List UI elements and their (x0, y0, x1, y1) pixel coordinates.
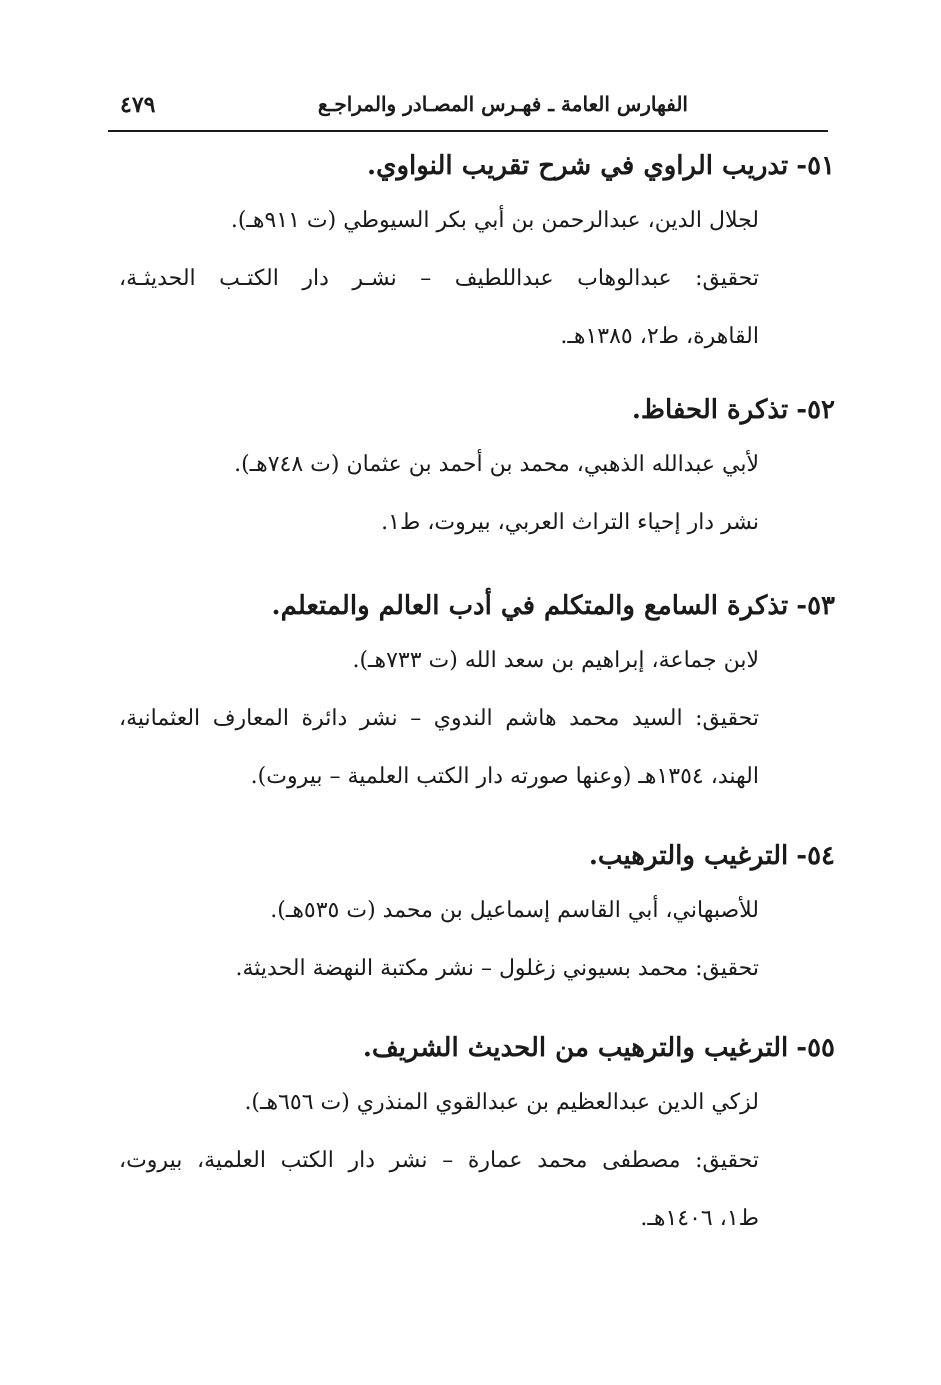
running-header-title: الفهارس العامة ـ فهـرس المصـادر والمراجـع (317, 92, 688, 116)
bibliography-entry-51 (109, 148, 835, 366)
entry-author-line: لأبي عبدالله الذهبي، محمد بن أحمد بن عثمان (ت ٧٤٨هـ). (234, 452, 759, 477)
entry-number: ٥٥- (796, 1033, 835, 1063)
entry-publication-line: نشر دار إحياء التراث العربي، بيروت، ط١. (381, 510, 759, 535)
entry-author-line: للأصبهاني، أبي القاسم إسماعيل بن محمد (ت ٥٣٥هـ). (270, 898, 759, 923)
entry-title (109, 838, 835, 874)
entry-title (109, 148, 835, 184)
entry-publication-line: تحقيق: السيد محمد هاشم الندوي – نشر دائرة المعارف العثمانية، (119, 706, 759, 731)
entry-title (109, 1030, 835, 1066)
entry-title-text: تذكرة الحفاظ. (631, 395, 789, 425)
entry-publication-line: ط١، ١٤٠٦هـ. (640, 1206, 759, 1231)
entry-author-line: لجلال الدين، عبدالرحمن بن أبي بكر السيوطي (ت ٩١١هـ). (230, 208, 759, 233)
entry-publication-line: تحقيق: مصطفى محمد عمارة – نشر دار الكتب العلمية، بيروت، (119, 1148, 759, 1173)
entry-title-text: الترغيب والترهيب. (588, 841, 789, 871)
running-header (108, 90, 828, 126)
entry-number: ٥١- (796, 151, 835, 181)
bibliography-entry-53 (109, 588, 835, 806)
entry-publication-line: تحقيق: محمد بسيوني زغلول – نشر مكتبة النهضة الحديثة. (235, 956, 759, 981)
entry-title (109, 392, 835, 428)
entry-author-line: لزكي الدين عبدالعظيم بن عبدالقوي المنذري (ت ٦٥٦هـ). (244, 1090, 759, 1115)
bibliography-entry-55 (109, 1030, 835, 1248)
entry-author-line: لابن جماعة، إبراهيم بن سعد الله (ت ٧٣٣هـ). (352, 648, 759, 673)
page-number: ٤٧٩ (120, 92, 156, 118)
entry-publication-line: القاهرة، ط٢، ١٣٨٥هـ. (560, 324, 759, 349)
bibliography-entry-52 (109, 392, 835, 552)
entry-title-text: تدريب الراوي في شرح تقريب النواوي. (367, 151, 789, 181)
header-rule (108, 130, 828, 132)
entry-number: ٥٢- (796, 395, 835, 425)
entry-number: ٥٣- (796, 591, 835, 621)
bibliography-entry-54 (109, 838, 835, 998)
entry-number: ٥٤- (796, 841, 835, 871)
entry-publication-line: الهند، ١٣٥٤هـ (وعنها صورته دار الكتب العلمية – بيروت). (250, 764, 759, 789)
entry-publication-line: تحقيق: عبدالوهاب عبداللطيف – نشـر دار الكتـب الحديثـة، (119, 266, 759, 291)
entry-title-text: الترغيب والترهيب من الحديث الشريف. (362, 1033, 789, 1063)
entry-title-text: تذكرة السامع والمتكلم في أدب العالم والمتعلم. (271, 591, 789, 621)
entry-title (109, 588, 835, 624)
